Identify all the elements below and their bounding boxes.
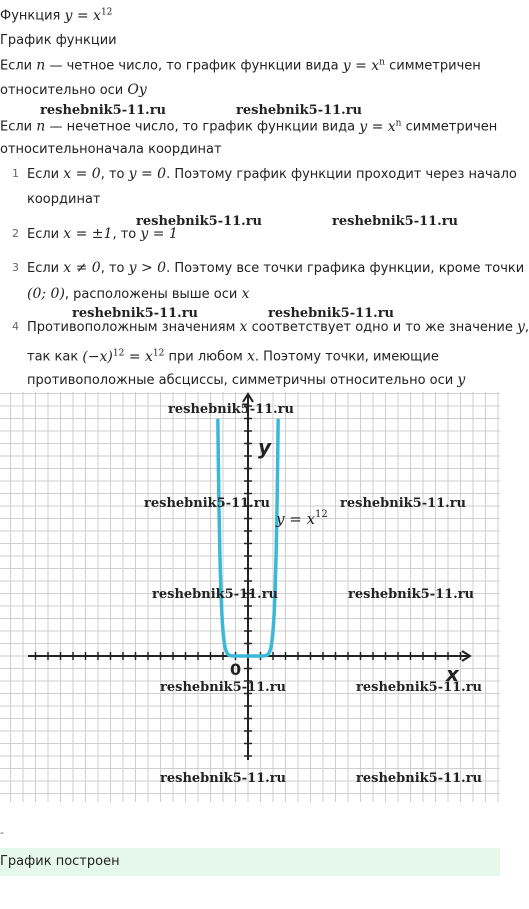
watermark: reshebnik5-11.ru [40,103,167,118]
list-number: 1 [12,167,19,180]
list-number: 4 [12,320,19,333]
watermark: reshebnik5-11.ru [144,496,271,511]
axes [28,394,470,760]
list-item: Если x = 0, то y = 0. Поэтому график функции проходит через начало [27,166,517,182]
watermark: reshebnik5-11.ru [340,496,467,511]
watermark: reshebnik5-11.ru [152,587,279,602]
watermark: reshebnik5-11.ru [348,587,475,602]
watermark: reshebnik5-11.ru [160,771,287,786]
watermark: reshebnik5-11.ru [268,306,395,321]
list-number: 3 [12,261,19,274]
list-item-cont: (0; 0), расположены выше оси x [27,286,250,302]
list-item: Если x = ±1, то y = 1 [27,226,178,242]
paragraph-even: Если n — четное число, то график функции вида $y = x^n$ симметричен [0,57,481,74]
paragraph-odd: Если n — нечетное число, то график функции вида $y = x^n$ симметричен [0,118,498,135]
watermark: reshebnik5-11.ru [168,402,295,417]
paragraph-even-cont: относительно оси Oy [0,82,147,98]
page-title: Функция $y = x^{12}$ [0,7,113,24]
graph-heading: График функции [0,33,117,48]
paragraph-odd-cont: относительноначала координат [0,142,222,157]
watermark: reshebnik5-11.ru [72,306,199,321]
watermark: reshebnik5-11.ru [136,214,263,229]
x-axis-label: x [446,662,459,686]
y-axis-label: y [258,435,272,459]
watermark: reshebnik5-11.ru [356,680,483,695]
list-number: 2 [12,227,19,240]
watermark: reshebnik5-11.ru [356,771,483,786]
list-item: Противоположным значениям x соответствует одно и то же значение y, [27,319,529,335]
origin-label: 0 [230,660,242,679]
separator-dash: - [0,826,4,839]
list-item-cont: координат [27,192,101,207]
watermark: reshebnik5-11.ru [332,214,459,229]
list-item-cont: так как $(-x)^{12} = x^{12}$ при любом x. Поэтому точки, имеющие [27,348,439,365]
list-item-cont: противоположные абсциссы, симметричны относительно оси y [27,372,466,388]
list-item: Если x ≠ 0, то y > 0. Поэтому все точки графика функции, кроме точки [27,260,525,276]
watermark: reshebnik5-11.ru [236,103,363,118]
curve-label: $y = x^{12}$ [276,509,328,528]
result-banner: График построен [0,848,500,876]
watermark: reshebnik5-11.ru [160,680,287,695]
